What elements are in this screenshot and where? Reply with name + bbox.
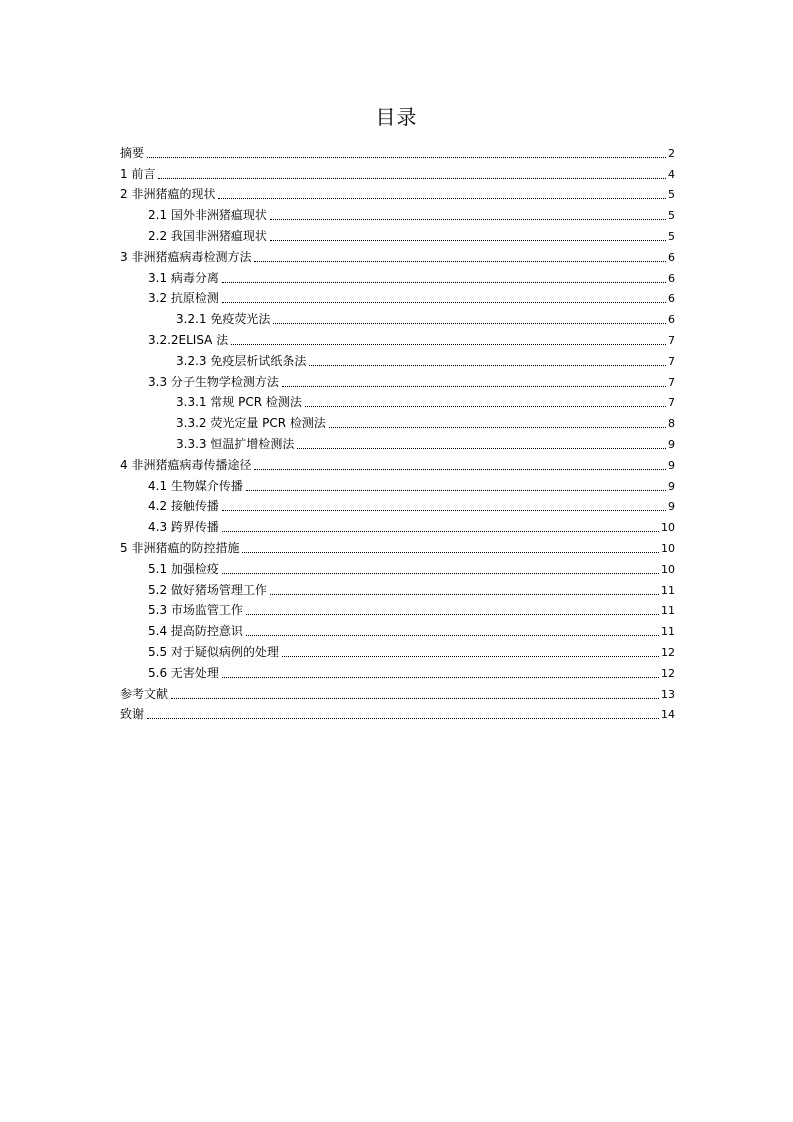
- toc-dot-leader: [282, 386, 666, 387]
- toc-entry-page-number: 9: [668, 458, 675, 472]
- toc-dot-leader: [231, 344, 666, 345]
- toc-entry[interactable]: [120, 410, 675, 431]
- toc-entry-page-number: 11: [661, 625, 675, 639]
- toc-dot-leader: [171, 698, 659, 699]
- toc-entry-title: 5.3 市场监管工作: [148, 603, 243, 618]
- toc-dot-leader: [254, 469, 666, 470]
- toc-entry[interactable]: [120, 514, 675, 535]
- toc-entry-page-number: 2: [668, 146, 675, 160]
- toc-entry-title: 1 前言: [120, 166, 156, 181]
- toc-dot-leader: [254, 261, 666, 262]
- toc-entry-title: 3.3.1 常规 PCR 检测法: [176, 395, 302, 410]
- toc-dot-leader: [222, 573, 659, 574]
- toc-entry-page-number: 5: [668, 188, 675, 202]
- toc-entry[interactable]: [120, 306, 675, 327]
- toc-entry-page-number: 6: [668, 271, 675, 285]
- toc-entry-page-number: 6: [668, 313, 675, 327]
- toc-entry-page-number: 7: [668, 375, 675, 389]
- toc-entry-title: 3.3.2 荧光定量 PCR 检测法: [176, 416, 326, 431]
- toc-entry-title: 3.2 抗原检测: [148, 291, 219, 306]
- toc-dot-leader: [222, 282, 666, 283]
- toc-entry-title: 4.2 接触传播: [148, 499, 219, 514]
- toc-entry-page-number: 10: [661, 521, 675, 535]
- toc-entry[interactable]: [120, 452, 675, 473]
- toc-dot-leader: [147, 157, 666, 158]
- toc-dot-leader: [246, 490, 666, 491]
- toc-entry[interactable]: [120, 244, 675, 265]
- toc-entry[interactable]: [120, 182, 675, 203]
- toc-entry[interactable]: [120, 618, 675, 639]
- toc-dot-leader: [270, 240, 666, 241]
- toc-entry-title: 3.3 分子生物学检测方法: [148, 374, 279, 389]
- toc-entry-title: 3 非洲猪瘟病毒检测方法: [120, 249, 252, 264]
- toc-entry[interactable]: [120, 681, 675, 702]
- toc-entry-page-number: 13: [661, 687, 675, 701]
- toc-entry-page-number: 11: [661, 604, 675, 618]
- toc-entry-title: 3.2.3 免疫层析试纸条法: [176, 353, 307, 368]
- toc-entry-page-number: 12: [661, 666, 675, 680]
- toc-entry[interactable]: [120, 140, 675, 161]
- toc-entry-title: 2.1 国外非洲猪瘟现状: [148, 208, 267, 223]
- toc-entry-page-number: 8: [668, 417, 675, 431]
- toc-entry[interactable]: [120, 639, 675, 660]
- toc-entry-title: 5.1 加强检疫: [148, 561, 219, 576]
- toc-entry-page-number: 6: [668, 250, 675, 264]
- toc-dot-leader: [309, 365, 666, 366]
- toc-dot-leader: [158, 178, 666, 179]
- toc-entry-page-number: 12: [661, 645, 675, 659]
- toc-entry[interactable]: [120, 431, 675, 452]
- toc-entry[interactable]: [120, 369, 675, 390]
- toc-entry[interactable]: [120, 577, 675, 598]
- toc-entry-title: 3.3.3 恒温扩增检测法: [176, 436, 295, 451]
- toc-dot-leader: [222, 531, 659, 532]
- toc-entry[interactable]: [120, 161, 675, 182]
- toc-dot-leader: [297, 448, 666, 449]
- toc-entry[interactable]: [120, 348, 675, 369]
- toc-entry-title: 2 非洲猪瘟的现状: [120, 187, 216, 202]
- toc-entry-title: 3.2.2ELISA 法: [148, 332, 229, 347]
- toc-entry-title: 5.2 做好猪场管理工作: [148, 582, 267, 597]
- toc-entry[interactable]: [120, 223, 675, 244]
- toc-entry-title: 5.6 无害处理: [148, 665, 219, 680]
- toc-entry-page-number: 9: [668, 437, 675, 451]
- toc-entry-page-number: 7: [668, 333, 675, 347]
- page-title: 目录: [375, 105, 418, 129]
- toc-dot-leader: [218, 198, 666, 199]
- toc-entry-page-number: 11: [661, 583, 675, 597]
- toc-entry-title: 5.4 提高防控意识: [148, 624, 243, 639]
- toc-entry-page-number: 7: [668, 354, 675, 368]
- toc-entry[interactable]: [120, 327, 675, 348]
- toc-entry-title: 5 非洲猪瘟的防控措施: [120, 540, 240, 555]
- table-of-contents: [120, 140, 675, 722]
- toc-dot-leader: [270, 594, 659, 595]
- toc-entry-page-number: 6: [668, 292, 675, 306]
- toc-dot-leader: [282, 656, 659, 657]
- toc-entry[interactable]: [120, 494, 675, 515]
- toc-dot-leader: [222, 677, 659, 678]
- toc-dot-leader: [329, 427, 666, 428]
- toc-entry-page-number: 5: [668, 229, 675, 243]
- toc-dot-leader: [305, 406, 666, 407]
- toc-dot-leader: [270, 219, 666, 220]
- toc-entry[interactable]: [120, 702, 675, 723]
- toc-entry[interactable]: [120, 535, 675, 556]
- toc-entry-page-number: 14: [661, 708, 675, 722]
- toc-dot-leader: [147, 718, 659, 719]
- toc-entry-page-number: 10: [661, 541, 675, 555]
- toc-entry-title: 4.1 生物媒介传播: [148, 478, 243, 493]
- toc-entry-title: 4 非洲猪瘟病毒传播途径: [120, 457, 252, 472]
- toc-entry-title: 摘要: [120, 145, 145, 160]
- toc-entry-title: 5.5 对于疑似病例的处理: [148, 644, 279, 659]
- toc-entry-page-number: 9: [668, 500, 675, 514]
- toc-entry[interactable]: [120, 598, 675, 619]
- toc-entry[interactable]: [120, 202, 675, 223]
- toc-dot-leader: [222, 302, 666, 303]
- toc-entry[interactable]: [120, 286, 675, 307]
- toc-entry-title: 参考文献: [120, 686, 169, 701]
- toc-entry-title: 3.2.1 免疫荧光法: [176, 312, 271, 327]
- toc-entry-title: 2.2 我国非洲猪瘟现状: [148, 228, 267, 243]
- toc-entry-title: 致谢: [120, 707, 145, 722]
- toc-entry-title: 4.3 跨界传播: [148, 520, 219, 535]
- toc-entry-page-number: 4: [668, 167, 675, 181]
- toc-dot-leader: [273, 323, 666, 324]
- toc-entry[interactable]: [120, 556, 675, 577]
- toc-entry-page-number: 10: [661, 562, 675, 576]
- toc-entry-page-number: 5: [668, 209, 675, 223]
- toc-entry[interactable]: [120, 390, 675, 411]
- toc-entry-page-number: 7: [668, 396, 675, 410]
- toc-dot-leader: [222, 510, 666, 511]
- toc-entry[interactable]: [120, 473, 675, 494]
- toc-dot-leader: [246, 614, 659, 615]
- toc-entry-page-number: 9: [668, 479, 675, 493]
- toc-dot-leader: [246, 635, 659, 636]
- toc-entry[interactable]: [120, 265, 675, 286]
- toc-entry-title: 3.1 病毒分离: [148, 270, 219, 285]
- toc-dot-leader: [242, 552, 659, 553]
- toc-entry[interactable]: [120, 660, 675, 681]
